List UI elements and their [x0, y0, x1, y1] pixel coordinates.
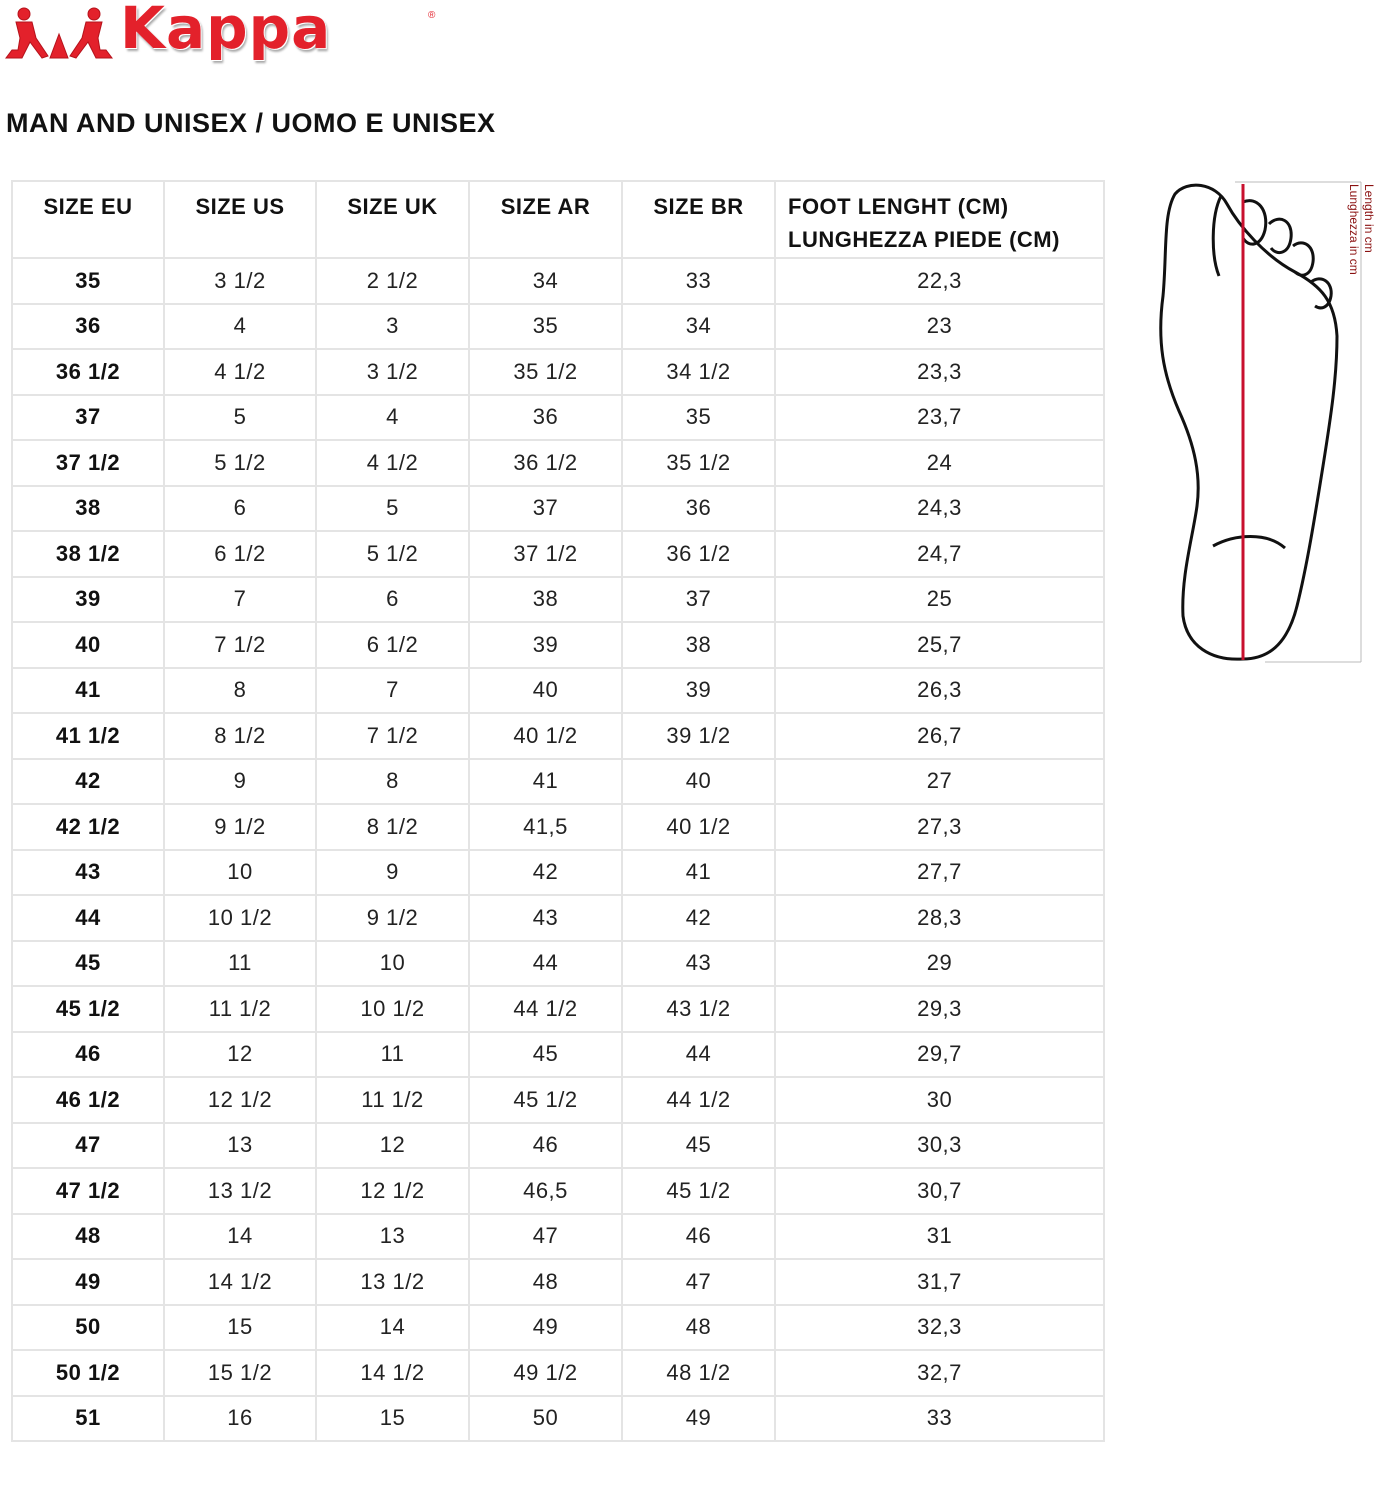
- cell-size-br: 45: [622, 1123, 775, 1169]
- cell-size-foot: 25: [775, 577, 1104, 623]
- cell-size-us: 11 1/2: [164, 986, 316, 1032]
- cell-size-foot: 28,3: [775, 895, 1104, 941]
- cell-size-eu: 44: [12, 895, 164, 941]
- table-row: [12, 1396, 1104, 1442]
- table-row: [12, 577, 1104, 623]
- cell-size-br: 34 1/2: [622, 349, 775, 395]
- cell-size-br: 43: [622, 941, 775, 987]
- header-foot-length-it: LUNGHEZZA PIEDE (CM): [788, 227, 1060, 252]
- cell-size-foot: 30: [775, 1077, 1104, 1123]
- cell-size-foot: 31,7: [775, 1259, 1104, 1305]
- cell-size-ar: 44 1/2: [469, 986, 622, 1032]
- cell-size-foot: 27: [775, 759, 1104, 805]
- cell-size-br: 36: [622, 486, 775, 532]
- size-chart-table: [11, 180, 1105, 1442]
- cell-size-uk: 15: [316, 1396, 469, 1442]
- cell-size-us: 10: [164, 850, 316, 896]
- page-title: MAN AND UNISEX / UOMO E UNISEX: [6, 108, 496, 138]
- header-size-us: SIZE US: [164, 181, 316, 258]
- table-row: [12, 1077, 1104, 1123]
- cell-size-eu: 50: [12, 1305, 164, 1351]
- cell-size-us: 9: [164, 759, 316, 805]
- foot-outline-icon: [1161, 185, 1337, 659]
- cell-size-br: 47: [622, 1259, 775, 1305]
- cell-size-ar: 37: [469, 486, 622, 532]
- cell-size-us: 13: [164, 1123, 316, 1169]
- cell-size-us: 6 1/2: [164, 531, 316, 577]
- cell-size-us: 13 1/2: [164, 1168, 316, 1214]
- cell-size-ar: 45: [469, 1032, 622, 1078]
- table-row: [12, 349, 1104, 395]
- cell-size-ar: 42: [469, 850, 622, 896]
- cell-size-uk: 4 1/2: [316, 440, 469, 486]
- cell-size-foot: 29,3: [775, 986, 1104, 1032]
- header-size-eu: SIZE EU: [12, 181, 164, 258]
- table-row: [12, 304, 1104, 350]
- cell-size-br: 33: [622, 258, 775, 304]
- length-label-en: Length in cm: [1362, 184, 1376, 253]
- cell-size-foot: 24,3: [775, 486, 1104, 532]
- kappa-logo: [2, 0, 442, 72]
- cell-size-ar: 36: [469, 395, 622, 441]
- cell-size-br: 46: [622, 1214, 775, 1260]
- cell-size-us: 4 1/2: [164, 349, 316, 395]
- cell-size-uk: 10 1/2: [316, 986, 469, 1032]
- cell-size-us: 9 1/2: [164, 804, 316, 850]
- cell-size-ar: 46: [469, 1123, 622, 1169]
- cell-size-eu: 38 1/2: [12, 531, 164, 577]
- cell-size-foot: 26,7: [775, 713, 1104, 759]
- table-row: [12, 713, 1104, 759]
- header-size-br: SIZE BR: [622, 181, 775, 258]
- cell-size-eu: 49: [12, 1259, 164, 1305]
- cell-size-uk: 4: [316, 395, 469, 441]
- omini-logo-icon: [2, 4, 117, 68]
- cell-size-eu: 47 1/2: [12, 1168, 164, 1214]
- table-row: [12, 531, 1104, 577]
- cell-size-br: 44: [622, 1032, 775, 1078]
- cell-size-br: 42: [622, 895, 775, 941]
- cell-size-us: 15 1/2: [164, 1350, 316, 1396]
- cell-size-uk: 2 1/2: [316, 258, 469, 304]
- table-row: [12, 622, 1104, 668]
- cell-size-uk: 9: [316, 850, 469, 896]
- table-row: [12, 395, 1104, 441]
- cell-size-uk: 7: [316, 668, 469, 714]
- cell-size-uk: 5 1/2: [316, 531, 469, 577]
- header-size-uk: SIZE UK: [316, 181, 469, 258]
- cell-size-us: 5: [164, 395, 316, 441]
- table-row: [12, 1350, 1104, 1396]
- table-row: [12, 895, 1104, 941]
- table-header-row: [12, 181, 1104, 258]
- cell-size-ar: 41: [469, 759, 622, 805]
- cell-size-uk: 14 1/2: [316, 1350, 469, 1396]
- cell-size-foot: 25,7: [775, 622, 1104, 668]
- cell-size-foot: 29,7: [775, 1032, 1104, 1078]
- cell-size-foot: 27,3: [775, 804, 1104, 850]
- cell-size-uk: 6: [316, 577, 469, 623]
- cell-size-foot: 29: [775, 941, 1104, 987]
- cell-size-ar: 35: [469, 304, 622, 350]
- cell-size-foot: 23,3: [775, 349, 1104, 395]
- cell-size-uk: 10: [316, 941, 469, 987]
- cell-size-br: 40 1/2: [622, 804, 775, 850]
- cell-size-eu: 40: [12, 622, 164, 668]
- cell-size-uk: 8 1/2: [316, 804, 469, 850]
- cell-size-us: 6: [164, 486, 316, 532]
- cell-size-ar: 48: [469, 1259, 622, 1305]
- cell-size-foot: 26,3: [775, 668, 1104, 714]
- cell-size-eu: 47: [12, 1123, 164, 1169]
- table-row: [12, 759, 1104, 805]
- cell-size-us: 12 1/2: [164, 1077, 316, 1123]
- cell-size-eu: 39: [12, 577, 164, 623]
- cell-size-ar: 40 1/2: [469, 713, 622, 759]
- table-row: [12, 486, 1104, 532]
- cell-size-eu: 42: [12, 759, 164, 805]
- cell-size-uk: 5: [316, 486, 469, 532]
- cell-size-ar: 45 1/2: [469, 1077, 622, 1123]
- cell-size-foot: 30,7: [775, 1168, 1104, 1214]
- table-row: [12, 941, 1104, 987]
- cell-size-uk: 12: [316, 1123, 469, 1169]
- cell-size-eu: 46: [12, 1032, 164, 1078]
- cell-size-eu: 35: [12, 258, 164, 304]
- cell-size-eu: 50 1/2: [12, 1350, 164, 1396]
- length-label-it: Lunghezza in cm: [1347, 184, 1361, 275]
- table-row: [12, 668, 1104, 714]
- table-row: [12, 258, 1104, 304]
- cell-size-eu: 37 1/2: [12, 440, 164, 486]
- cell-size-uk: 13 1/2: [316, 1259, 469, 1305]
- table-row: [12, 1168, 1104, 1214]
- cell-size-uk: 14: [316, 1305, 469, 1351]
- cell-size-foot: 31: [775, 1214, 1104, 1260]
- cell-size-ar: 38: [469, 577, 622, 623]
- cell-size-eu: 36 1/2: [12, 349, 164, 395]
- table-row: [12, 1259, 1104, 1305]
- cell-size-br: 35: [622, 395, 775, 441]
- cell-size-eu: 48: [12, 1214, 164, 1260]
- cell-size-ar: 50: [469, 1396, 622, 1442]
- table-row: [12, 1214, 1104, 1260]
- cell-size-ar: 34: [469, 258, 622, 304]
- cell-size-us: 10 1/2: [164, 895, 316, 941]
- cell-size-uk: 7 1/2: [316, 713, 469, 759]
- cell-size-ar: 37 1/2: [469, 531, 622, 577]
- cell-size-us: 7: [164, 577, 316, 623]
- cell-size-br: 39 1/2: [622, 713, 775, 759]
- cell-size-ar: 39: [469, 622, 622, 668]
- cell-size-uk: 9 1/2: [316, 895, 469, 941]
- cell-size-eu: 43: [12, 850, 164, 896]
- cell-size-us: 4: [164, 304, 316, 350]
- cell-size-ar: 35 1/2: [469, 349, 622, 395]
- cell-size-eu: 51: [12, 1396, 164, 1442]
- cell-size-br: 35 1/2: [622, 440, 775, 486]
- cell-size-ar: 47: [469, 1214, 622, 1260]
- cell-size-br: 48: [622, 1305, 775, 1351]
- table-body: [12, 258, 1104, 1441]
- cell-size-ar: 43: [469, 895, 622, 941]
- cell-size-us: 8 1/2: [164, 713, 316, 759]
- cell-size-uk: 11 1/2: [316, 1077, 469, 1123]
- cell-size-eu: 36: [12, 304, 164, 350]
- table-row: [12, 986, 1104, 1032]
- cell-size-foot: 24,7: [775, 531, 1104, 577]
- table-row: [12, 850, 1104, 896]
- cell-size-us: 5 1/2: [164, 440, 316, 486]
- cell-size-uk: 12 1/2: [316, 1168, 469, 1214]
- cell-size-uk: 3: [316, 304, 469, 350]
- cell-size-br: 41: [622, 850, 775, 896]
- table-row: [12, 440, 1104, 486]
- cell-size-us: 16: [164, 1396, 316, 1442]
- cell-size-br: 44 1/2: [622, 1077, 775, 1123]
- cell-size-us: 7 1/2: [164, 622, 316, 668]
- table-row: [12, 1305, 1104, 1351]
- header-foot-length: [775, 181, 1104, 258]
- cell-size-uk: 11: [316, 1032, 469, 1078]
- cell-size-foot: 33: [775, 1396, 1104, 1442]
- cell-size-br: 40: [622, 759, 775, 805]
- header-size-ar: SIZE AR: [469, 181, 622, 258]
- cell-size-us: 14: [164, 1214, 316, 1260]
- foot-length-diagram: [1145, 176, 1382, 668]
- cell-size-br: 49: [622, 1396, 775, 1442]
- table-row: [12, 1032, 1104, 1078]
- cell-size-br: 34: [622, 304, 775, 350]
- cell-size-eu: 37: [12, 395, 164, 441]
- cell-size-us: 11: [164, 941, 316, 987]
- cell-size-ar: 49 1/2: [469, 1350, 622, 1396]
- header-foot-length-en: FOOT LENGHT (CM): [788, 194, 1009, 219]
- cell-size-br: 43 1/2: [622, 986, 775, 1032]
- cell-size-us: 8: [164, 668, 316, 714]
- cell-size-eu: 42 1/2: [12, 804, 164, 850]
- cell-size-us: 15: [164, 1305, 316, 1351]
- cell-size-eu: 41 1/2: [12, 713, 164, 759]
- cell-size-us: 14 1/2: [164, 1259, 316, 1305]
- cell-size-foot: 24: [775, 440, 1104, 486]
- cell-size-foot: 27,7: [775, 850, 1104, 896]
- cell-size-foot: 32,3: [775, 1305, 1104, 1351]
- cell-size-ar: 49: [469, 1305, 622, 1351]
- cell-size-br: 39: [622, 668, 775, 714]
- cell-size-foot: 23: [775, 304, 1104, 350]
- cell-size-foot: 22,3: [775, 258, 1104, 304]
- cell-size-ar: 44: [469, 941, 622, 987]
- table-row: [12, 1123, 1104, 1169]
- cell-size-br: 48 1/2: [622, 1350, 775, 1396]
- cell-size-us: 12: [164, 1032, 316, 1078]
- cell-size-br: 36 1/2: [622, 531, 775, 577]
- cell-size-eu: 45 1/2: [12, 986, 164, 1032]
- cell-size-br: 37: [622, 577, 775, 623]
- cell-size-ar: 36 1/2: [469, 440, 622, 486]
- cell-size-eu: 41: [12, 668, 164, 714]
- table-row: [12, 804, 1104, 850]
- cell-size-uk: 13: [316, 1214, 469, 1260]
- cell-size-uk: 3 1/2: [316, 349, 469, 395]
- cell-size-eu: 46 1/2: [12, 1077, 164, 1123]
- cell-size-uk: 8: [316, 759, 469, 805]
- cell-size-foot: 32,7: [775, 1350, 1104, 1396]
- cell-size-br: 45 1/2: [622, 1168, 775, 1214]
- cell-size-us: 3 1/2: [164, 258, 316, 304]
- brand-wordmark: Kappa: [120, 0, 332, 62]
- cell-size-ar: 46,5: [469, 1168, 622, 1214]
- registered-mark: ®: [428, 10, 436, 21]
- cell-size-uk: 6 1/2: [316, 622, 469, 668]
- cell-size-br: 38: [622, 622, 775, 668]
- cell-size-ar: 40: [469, 668, 622, 714]
- cell-size-ar: 41,5: [469, 804, 622, 850]
- cell-size-eu: 38: [12, 486, 164, 532]
- cell-size-eu: 45: [12, 941, 164, 987]
- cell-size-foot: 23,7: [775, 395, 1104, 441]
- cell-size-foot: 30,3: [775, 1123, 1104, 1169]
